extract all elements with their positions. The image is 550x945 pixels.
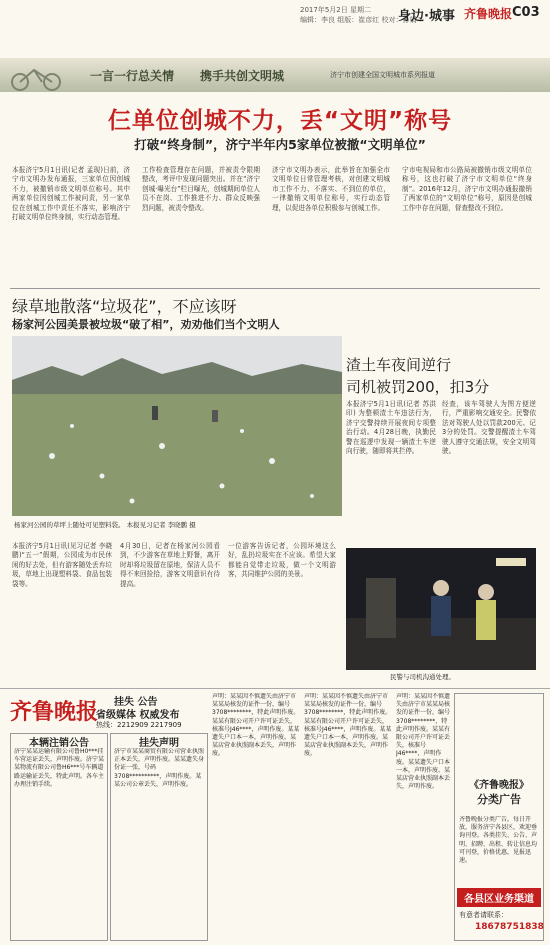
ad-mid-box [110, 733, 208, 941]
brand-logo: 齐鲁晚报 [464, 7, 513, 21]
section-title: 身边·城事 [398, 9, 455, 24]
header-editors: 编辑：李良 组版：崔彦红 校对：孙娟 [300, 16, 417, 24]
ad-grid-col-1: 声明：某某因不慎遗失由济宁市某某局核发的证件一份，编号3708********，特此声明作废。某某有限公司开户许可证丢失，核准号J46****，声明作废。某某遗失户口本一本，声明作废。某某店营业执照副本丢失，声明作废。 [212, 693, 300, 758]
article3-headline-2: 司机被罚200，扣3分 [346, 378, 490, 396]
police-photo [346, 548, 536, 670]
main-column-1: 本报济宁5月1日讯(记者 孟现)日前，济宁市文明办发布通报，三家单位因创城不力，被撤销市级文明单位称号。其中两家单位因创城工作被问责，另一家单位在创城工作中责任不落实，影响济宁打破文明单位终身制，实行动态管理。 [12, 166, 130, 222]
page-number: C03 [512, 5, 540, 20]
ad-left-box [10, 733, 108, 941]
article3-column-2: 经查，该车驾驶人为图方便逆行，严重影响交通安全。民警依法对驾驶人处以罚款200元、记3分的处罚。交警提醒渣土车驾驶人遵守交通法规，安全文明驾驶。 [442, 400, 536, 456]
ad-left-text: 济宁某某运输有限公司鲁H0***挂车营运证丢失，声明作废。济宁某某物流有限公司鲁H6***号车辆道路运输证丢失，特此声明。各车主办理注销手续。 [14, 748, 104, 788]
ad-mid-title: 挂失声明 [139, 738, 179, 749]
article2-column-1: 本报济宁5月1日讯(见习记者 李晓鹏)“五一”假期，公园成为市民休闲的好去处，但有游客随处丢弃垃圾，草地上出现塑料袋、食品包装袋等。 [12, 542, 112, 588]
article2-column-3: 一位游客告诉记者，公园环境这么好，乱扔垃圾实在不应该。希望大家都能自觉带走垃圾，做一个文明游客，共同维护公园的美景。 [228, 542, 336, 579]
banner-slogan-2: 携手共创文明城 [200, 69, 285, 83]
park-photo-caption: 杨家河公园的草坪上随处可见塑料袋。 本报见习记者 李晓鹏 摄 [14, 521, 196, 529]
classifieds-brand: 齐鲁晚报 [10, 699, 99, 725]
header-meta: 2017年5月2日 星期二 [300, 6, 371, 14]
classifieds-title-2: 省级媒体 权威发布 [96, 710, 180, 721]
ad-right-title: 《齐鲁晚报》 [469, 780, 529, 791]
ad-right-box [454, 693, 544, 941]
classifieds-section [0, 688, 550, 945]
contact-phone: 18678751838 [475, 922, 544, 932]
article2-column-2: 4月30日，记者在杨家河公园看到，不少游客在草地上野餐，离开时却将垃圾留在原地，保洁人员不得不来回捡拾，游客文明意识有待提高。 [120, 542, 220, 588]
banner-subtitle: 济宁市创建全国文明城市系列报道 [330, 71, 435, 79]
police-photo-caption: 民警与司机沟通处理。 [390, 673, 455, 681]
article3-column-1: 本报济宁5月1日讯(记者 苏洪印) 为整顿渣土车违法行为，济宁交警持续开展夜间专项整治行动。4月28日晚，执勤民警在巡逻中发现一辆渣土车逆向行驶，随即将其拦停。 [346, 400, 436, 456]
ad-grid-col-3: 声明：某某因不慎遗失由济宁市某某局核发的证件一份，编号3708********，特此声明作废。某某有限公司开户许可证丢失，核准号J46****，声明作废。某某遗失户口本一本，声明作废。某某店营业执照副本丢失，声明作废。 [396, 693, 450, 791]
ad-right-text: 齐鲁晚报分类广告，每日开放，服务济宁各县区，欢迎垂询刊登。各类挂失、公告、声明、招聘、出租、转让信息均可刊登，价格优惠，见报迅速。 [459, 816, 538, 865]
ad-left-title: 本辆注销公告 [29, 738, 89, 749]
ad-right-subtitle: 分类广告 [477, 793, 521, 806]
divider [10, 288, 540, 289]
cyclist-icon [6, 58, 76, 92]
article3-headline: 渣土车夜间逆行 [346, 356, 452, 374]
classifieds-title-1: 挂失 公告 [114, 697, 158, 708]
article2-headline: 绿草地散落“垃圾花”，不应该呀 [12, 297, 237, 316]
district-label: 各县区业务渠道 [457, 888, 541, 907]
article2-subheadline: 杨家河公园美景被垃圾“破了相”，劝劝他们当个文明人 [12, 318, 280, 331]
classifieds-hotline: 热线：2212909 2217909 [96, 721, 182, 729]
banner-slogan-1: 一言一行总关情 [90, 69, 175, 83]
ad-mid-text: 济宁市某某商贸有限公司营业执照正本丢失，声明作废。某某遗失身份证一张，号码3708**********，声明作废。某某公司公章丢失，声明作废。 [114, 748, 204, 788]
banner [0, 58, 550, 92]
main-column-3: 济宁市文明办表示，此举旨在加强全市文明单位日常管理考核，对创建文明城市工作不力、不落实、不到位的单位，一律撤销文明单位称号，实行动态管理，以促进各单位积极参与创城工作。 [272, 166, 390, 212]
main-headline: 仨单位创城不力，丢“文明”称号 [107, 108, 453, 134]
consult-label: 有意者请联系： [459, 911, 508, 919]
main-column-2: 工作检查管理存在问题，并被责令限期整改，考评中发现问题突出。并在“济宁创城·曝光台”栏目曝光，创城期间单位人员不在岗、工作推进不力、群众反映强烈问题，被责令整改。 [142, 166, 260, 212]
main-column-4: 宁市电视局和市公路局被撤销市级文明单位称号，这也打破了济宁市文明单位“终身制”。2016年12月，济宁市文明办通报撤销了两家单位的“文明单位”称号，原因是创城工作中存在问题，督查整改不到位。 [402, 166, 532, 212]
ad-grid-col-2: 声明：某某因不慎遗失由济宁市某某局核发的证件一份，编号3708********，特此声明作废。某某有限公司开户许可证丢失，核准号J46****，声明作废。某某遗失户口本一本，声明作废。某某店营业执照副本丢失，声明作废。 [304, 693, 392, 758]
main-subheadline: 打破“终身制”，济宁半年内5家单位被撤“文明单位” [134, 137, 426, 152]
park-photo [12, 336, 342, 516]
